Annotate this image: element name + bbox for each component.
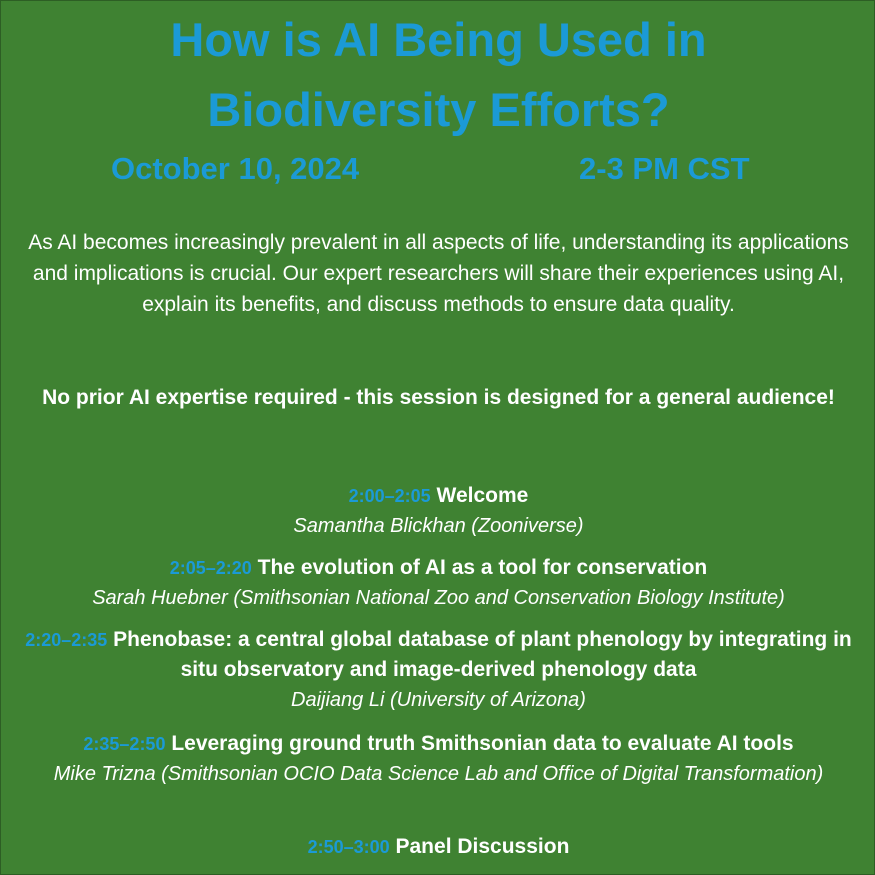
schedule-item-ground-truth [11,729,866,789]
event-date: October 10, 2024 [111,151,360,186]
schedule-speaker: Sarah Huebner (Smithsonian National Zoo and Conservation Biology Institute) [92,587,785,609]
schedule-item-heading [11,625,866,685]
intro-paragraph: As AI becomes increasingly prevalent in all aspects of life, understanding its applications and implications is crucial. Our expert researchers will share their experiences using AI, explain its benefits, and discuss methods to ensure data quality. [28,231,849,316]
title-line-2: Biodiversity Efforts? [207,83,670,136]
schedule-item-welcome [11,481,866,541]
schedule-time: 2:20–2:35 [25,630,108,650]
schedule-title: Leveraging ground truth Smithsonian data to evaluate AI tools [171,732,794,755]
schedule-time: 2:50–3:00 [307,837,390,857]
schedule-item-phenobase [11,625,866,715]
schedule-item-heading [11,481,866,511]
schedule-title: Welcome [436,484,529,507]
schedule-item-heading [11,729,866,759]
schedule-item-heading [11,832,866,862]
schedule-item-evolution [11,553,866,613]
schedule-time: 2:00–2:05 [348,486,431,506]
schedule-item-heading [11,553,866,583]
schedule-title: The evolution of AI as a tool for conservation [257,556,708,579]
title-line-1: How is AI Being Used in [170,13,707,66]
schedule-speaker: Daijiang Li (University of Arizona) [291,689,586,711]
audience-notice: No prior AI expertise required - this session is designed for a general audience! [42,386,835,409]
event-time: 2-3 PM CST [579,151,750,186]
schedule-time: 2:35–2:50 [83,734,166,754]
event-date-time [1,149,875,189]
schedule-time: 2:05–2:20 [169,558,252,578]
schedule-title: Panel Discussion [395,835,570,858]
schedule-speaker: Samantha Blickhan (Zooniverse) [293,515,584,537]
schedule-item-panel [11,832,866,862]
schedule-title: Phenobase: a central global database of plant phenology by integrating in situ observatory and image-derived phenology data [113,628,852,681]
schedule-speaker: Mike Trizna (Smithsonian OCIO Data Science Lab and Office of Digital Transformation) [53,763,824,785]
